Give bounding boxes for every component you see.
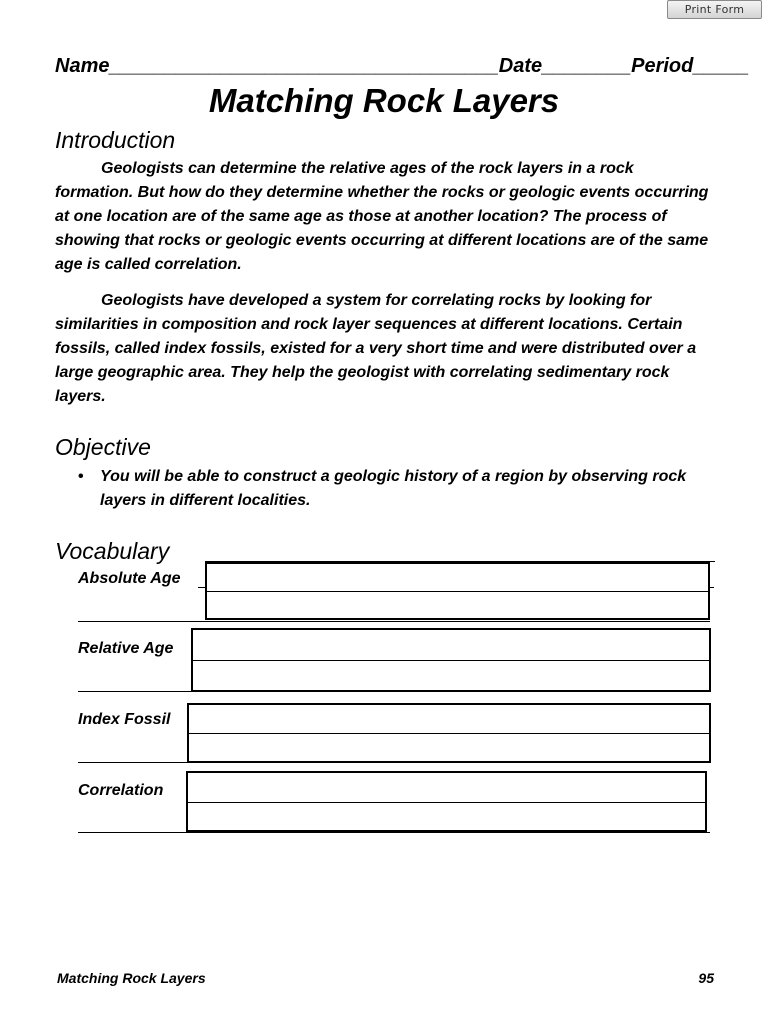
correlation-line-2 bbox=[78, 832, 710, 833]
absolute-age-line-2 bbox=[78, 621, 710, 622]
page-title: Matching Rock Layers bbox=[208, 82, 560, 119]
introduction-heading: Introduction bbox=[55, 127, 176, 153]
bullet-icon: • bbox=[78, 468, 84, 485]
correlation-label: Correlation bbox=[78, 782, 164, 799]
correlation-field[interactable] bbox=[186, 771, 707, 832]
print-form-button[interactable]: Print Form bbox=[667, 0, 762, 19]
period-label: Period_____ bbox=[631, 55, 749, 77]
absolute-age-field[interactable] bbox=[205, 562, 710, 620]
relative-age-field[interactable] bbox=[191, 628, 711, 692]
vocabulary-heading: Vocabulary bbox=[55, 538, 170, 564]
introduction-paragraph-1: Geologists can determine the relative ages of the rock layers in a rock formation. But how do they determine whether the rocks or geologic events occurring at one location are of the same age as those at another location? The process of showing that rocks or geologic events occurring at different locations are of the same age is called correlation. bbox=[55, 160, 709, 273]
index-fossil-label: Index Fossil bbox=[78, 711, 171, 728]
header-fields bbox=[55, 55, 749, 78]
index-fossil-field[interactable] bbox=[187, 703, 711, 763]
relative-age-label: Relative Age bbox=[78, 640, 174, 657]
objective-heading: Objective bbox=[55, 434, 151, 460]
objective-bullet: • You will be able to construct a geologic history of a region by observing rock layers in different localities. bbox=[78, 465, 718, 513]
introduction-paragraph-2: Geologists have developed a system for correlating rocks by looking for similarities in composition and rock layer sequences at different locations. Certain fossils, called index fossils, existed for a very short time and were distributed over a large geographic area. They help the geologist with correlating sedimentary rock layers. bbox=[55, 292, 697, 405]
name-label: Name___________________________________ bbox=[55, 55, 499, 77]
date-label: Date________ bbox=[498, 55, 632, 77]
absolute-age-label: Absolute Age bbox=[78, 570, 181, 587]
footer-title: Matching Rock Layers bbox=[57, 970, 206, 986]
page-number: 95 bbox=[698, 970, 714, 986]
